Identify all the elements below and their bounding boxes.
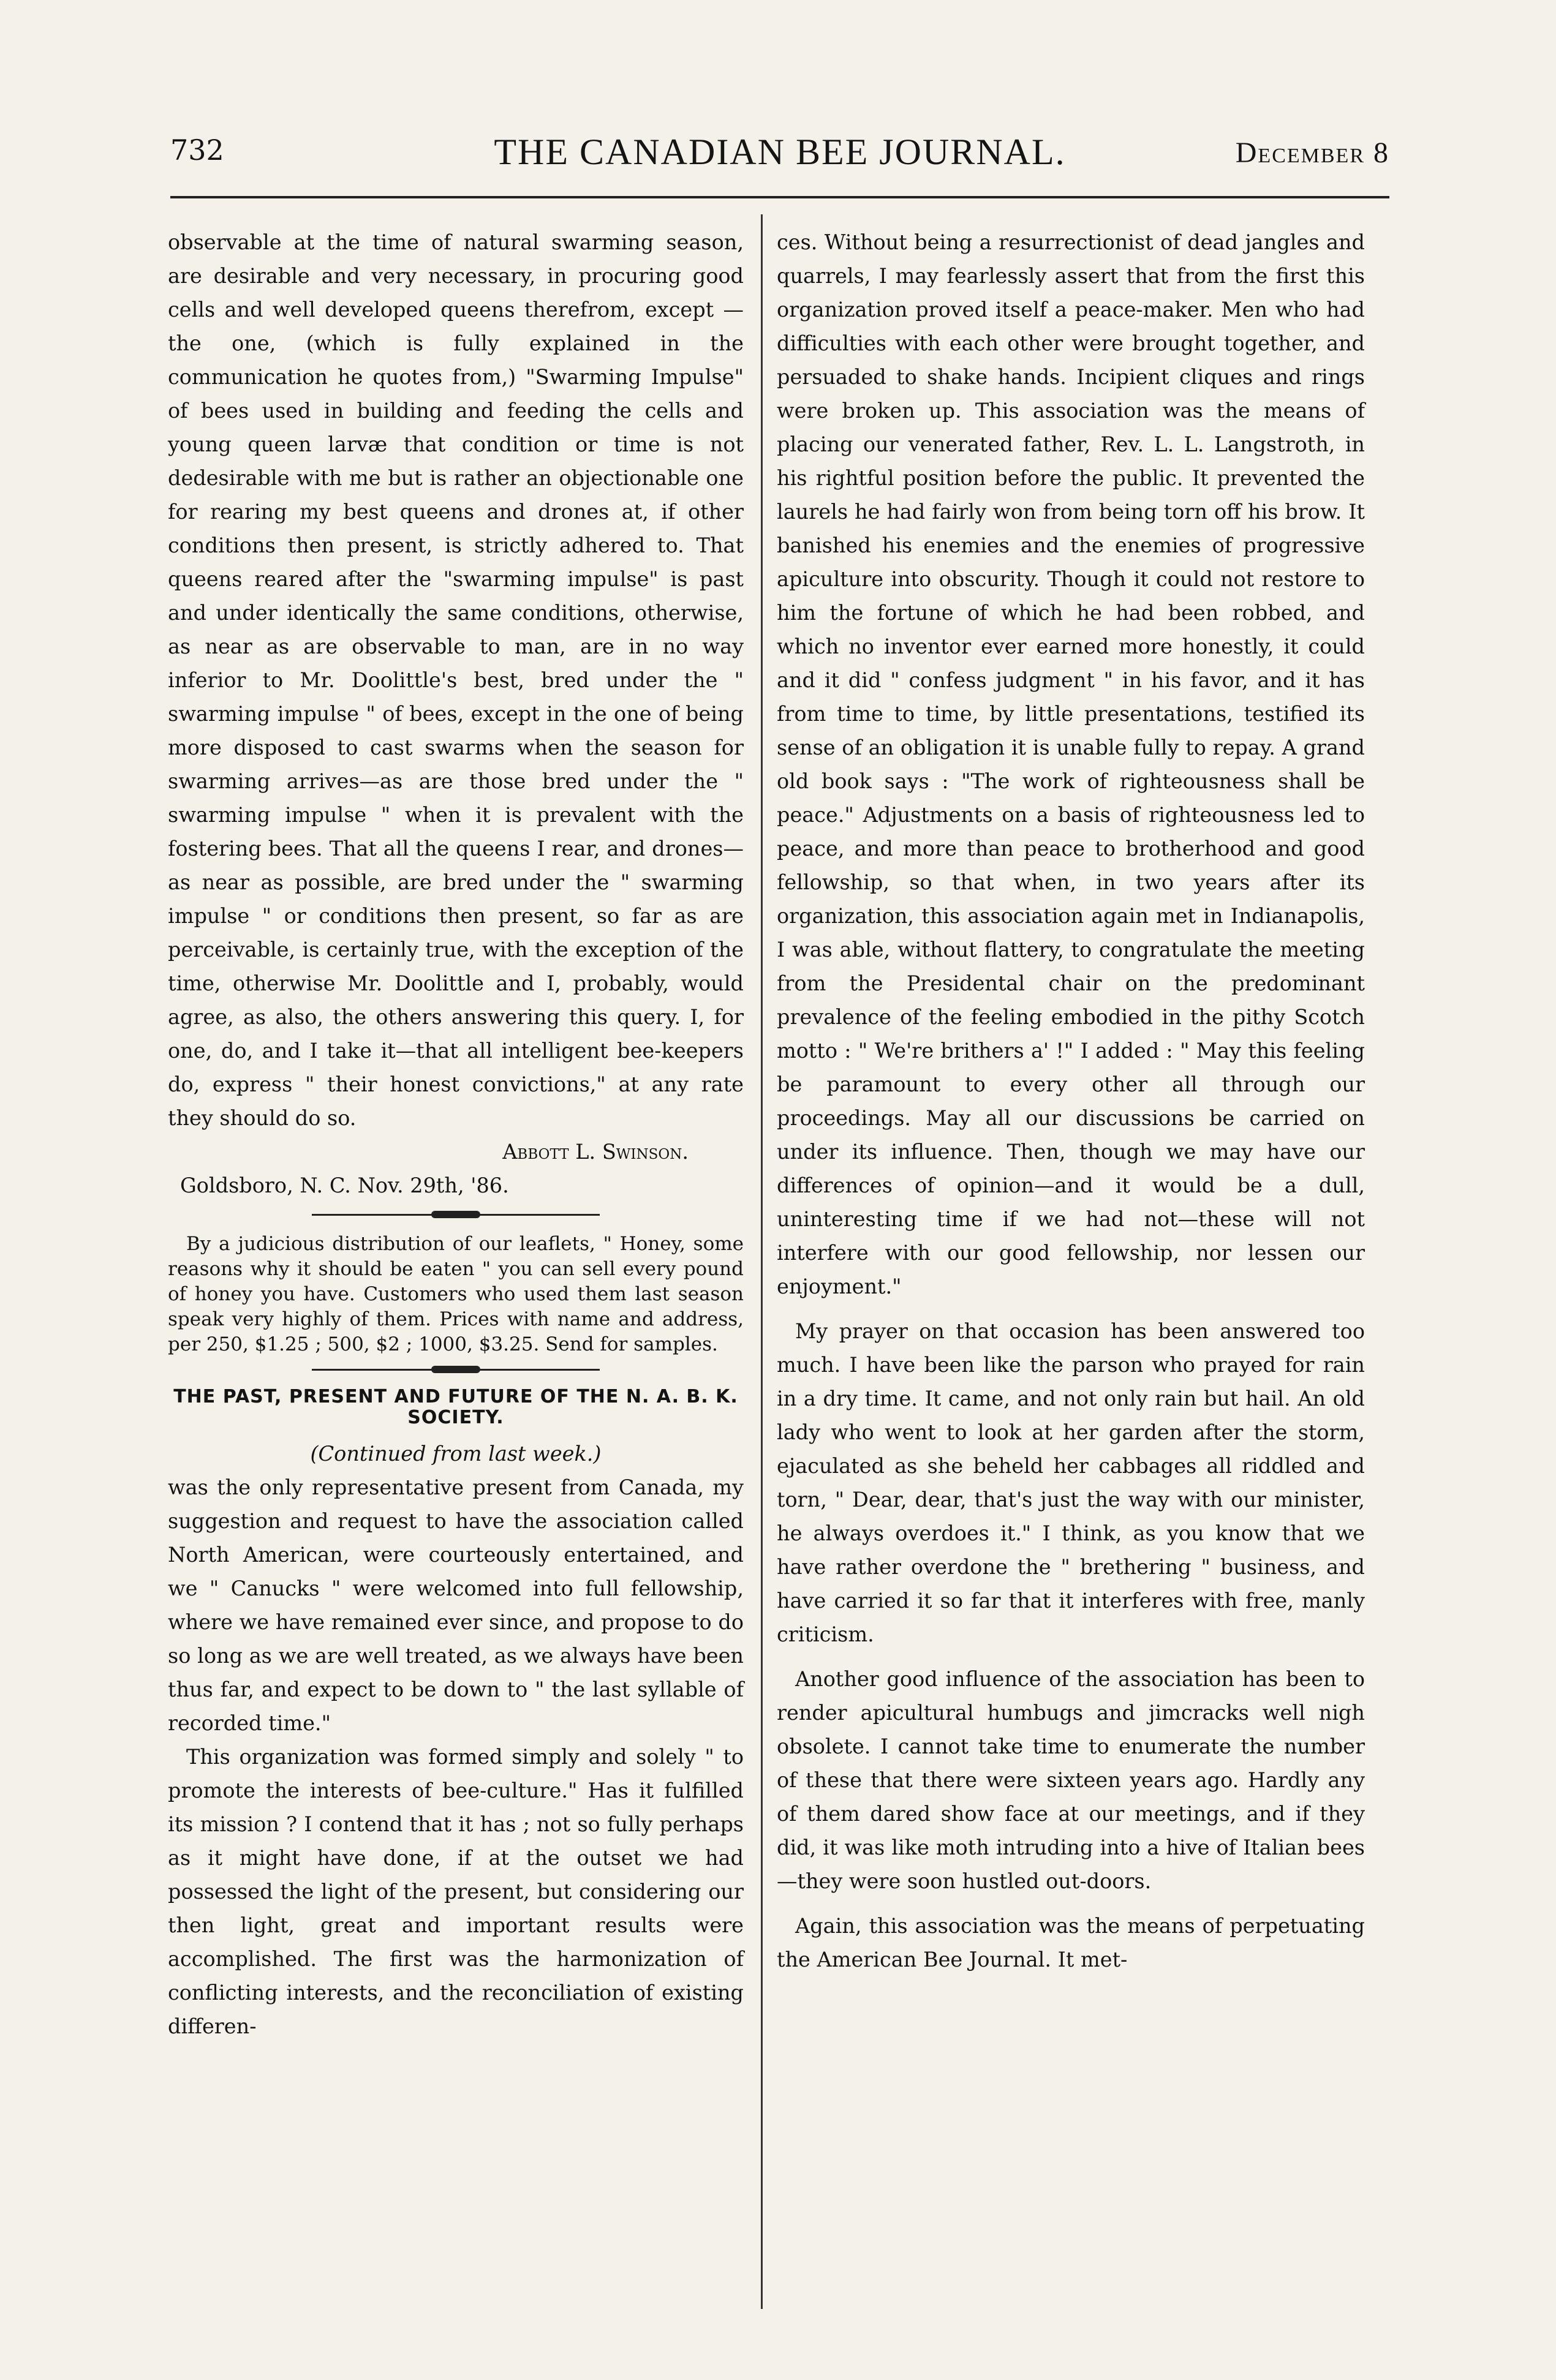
signature: Abbott L. Swinson.: [502, 1140, 689, 1164]
article-title: THE PAST, PRESENT AND FUTURE OF THE N. A. B. K. SOCIETY.: [173, 1386, 738, 1428]
left-column: [168, 225, 744, 2043]
article-paragraph: Another good influence of the association has been to render apicultural humbugs and jimcracks well nigh obsolete. I cannot take time to enumerate the number of these that there were sixteen years ago. Hardly any of them dared show face at our meetings, and if they did, it was like moth intruding into a hive of Italian bees—they were soon hustled out-doors.: [777, 1667, 1365, 1893]
place-date: Goldsboro, N. C. Nov. 29th, '86.: [180, 1173, 509, 1197]
letter-paragraph: observable at the time of natural swarming season, are desirable and very necessary, in procuring good cells and well developed queens therefrom, except —the one, (which is fully explained in the communication he quotes from,) "Swarming Impulse" of bees used in building and feeding the cells and young queen larvæ that condition or time is not dedesirable with me but is rather an objectionable one for rearing my best queens and drones at, if other conditions then present, is strictly adhered to. That queens reared after the "swarming impulse" is past and under identically the same conditions, otherwise, as near as are observable to man, are in no way inferior to Mr. Doolittle's best, bred under the " swarming impulse " of bees, except in the one of being more disposed to cast swarms when the season for swarming arrives—as are those bred under the " swarming impulse " when it is prevalent with the fostering bees. That all the queens I rear, and drones—as near as possible, are bred under the " swarming impulse " or conditions then present, so far as are perceivable, is certainly true, with the exception of the time, otherwise Mr. Doolittle and I, probably, would agree, as also, the others answering this query. I, for one, do, and I take it—that all intelligent bee-keepers do, express " their honest convictions," at any rate they should do so.: [168, 230, 744, 1130]
leaflet-notice: By a judicious distribution of our leaflets, " Honey, some reasons why it should be eaten " you can sell every pound of honey you have. Customers who used them last season speak very highly of them. Prices with name and address, per 250, $1.25 ; 500, $2 ; 1000, $3.25. Send for samples.: [168, 1233, 744, 1355]
page-number: 732: [170, 134, 224, 167]
right-column: [777, 225, 1365, 1976]
header-rule: [170, 196, 1389, 198]
continued-note: (Continued from last week.): [310, 1442, 602, 1466]
article-paragraph: was the only representative present from Canada, my suggestion and request to have the association called North American, were courteously entertained, and we " Canucks " were welcomed into full fellowship, where we have remained ever since, and propose to do so long as we are well treated, as we always have been thus far, and expect to be down to " the last syllable of recorded time.": [168, 1475, 744, 1735]
article-paragraph: This organization was formed simply and solely " to promote the interests of bee-culture." Has it fulfilled its mission ? I contend that it has ; not so fully perhaps as it might have done, if at the outset we had possessed the light of the present, but considering our then light, great and important results were accomplished. The first was the harmonization of conflicting interests, and the reconciliation of existing differen-: [168, 1745, 744, 2038]
page-header: [170, 134, 1389, 190]
issue-date: December 8: [1235, 137, 1389, 169]
article-paragraph: Again, this association was the means of perpetuating the American Bee Journal. It met-: [777, 1914, 1365, 1971]
section-separator: [312, 1211, 600, 1218]
section-separator: [312, 1366, 600, 1373]
journal-masthead: THE CANADIAN BEE JOURNAL.: [494, 132, 1066, 172]
article-paragraph: My prayer on that occasion has been answered too much. I have been like the parson who prayed for rain in a dry time. It came, and not only rain but hail. An old lady who went to look at her garden after the storm, ejaculated as she beheld her cabbages all riddled and torn, " Dear, dear, that's just the way with our minister, he always overdoes it." I think, as you know that we have rather overdone the " brethering " business, and have carried it so far that it interferes with free, manly criticism.: [777, 1319, 1365, 1646]
article-paragraph: ces. Without being a resurrectionist of dead jangles and quarrels, I may fearlessly assert that from the first this organization proved itself a peace-maker. Men who had difficulties with each other were brought together, and persuaded to shake hands. Incipient cliques and rings were broken up. This association was the means of placing our venerated father, Rev. L. L. Langstroth, in his rightful position before the public. It prevented the laurels he had fairly won from being torn off his brow. It banished his enemies and the enemies of progressive apiculture into obscurity. Though it could not restore to him the fortune of which he had been robbed, and which no inventor ever earned more honestly, it could and it did " confess judgment " in his favor, and it has from time to time, by little presentations, testified its sense of an obligation it is unable fully to repay. A grand old book says : "The work of righteousness shall be peace." Adjustments on a basis of righteousness led to peace, and more than peace to brotherhood and good fellowship, so that when, in two years after its organization, this association again met in Indianapolis, I was able, without flattery, to congratulate the meeting from the Presidental chair on the predominant prevalence of the feeling embodied in the pithy Scotch motto : " We're brithers a' !" I added : " May this feeling be paramount to every other all through our proceedings. May all our discussions be carried on under its influence. Then, though we may have our differences of opinion—and it would be a dull, uninteresting time if we had not—these will not interfere with our good fellowship, nor lessen our enjoyment.": [777, 230, 1365, 1298]
column-divider: [761, 214, 763, 2309]
